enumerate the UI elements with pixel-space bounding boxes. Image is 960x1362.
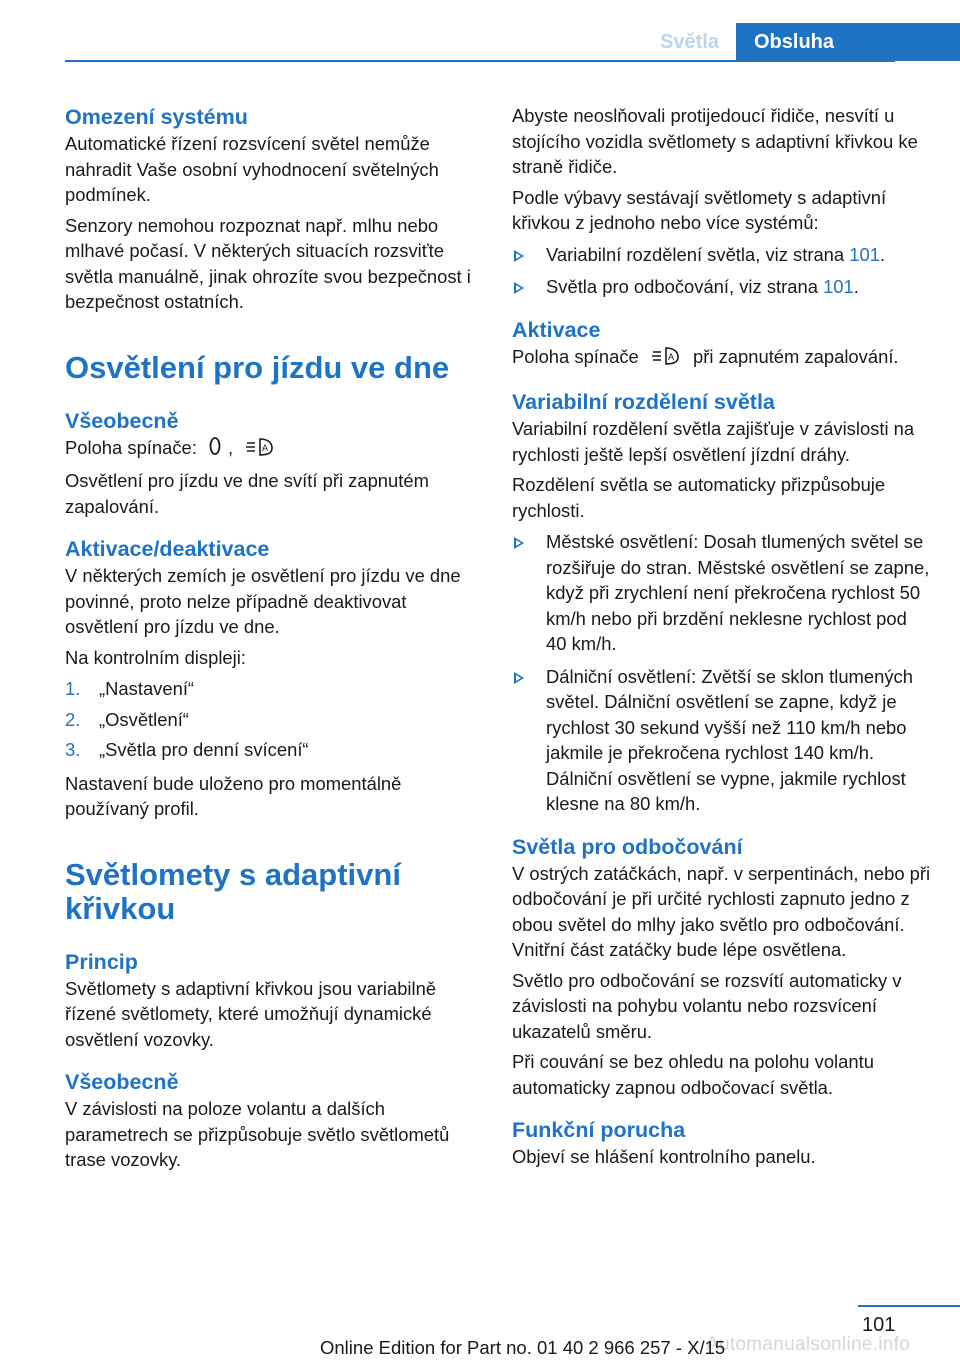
light-switch-auto-icon	[244, 435, 276, 464]
edition-line: Online Edition for Part no. 01 40 2 966 257 - X/15	[320, 1337, 726, 1358]
heading-daytime-lights: Osvětlení pro jízdu ve dne	[65, 349, 450, 385]
heading-activation-deactivation: Aktivace/deaktivace	[65, 537, 270, 561]
list-item: Světla pro odbočování, viz strana 101.	[512, 274, 932, 300]
modes-list	[512, 529, 932, 817]
list-item: Variabilní rozdělení světla, viz strana 101.	[512, 242, 932, 268]
header-tabs	[643, 23, 960, 61]
list-item: 2. „Osvětlení“	[65, 708, 189, 730]
svg-text:A: A	[262, 442, 269, 453]
paragraph: V ostrých zatáčkách, např. v serpentinách, nebo při odbočování je při určité rychlosti zapnuto jedno z obou světel do mlhy jako světlo pro odbočování. Vnitřní část zatáčky bude lépe osvětlena.	[512, 862, 931, 960]
paragraph: Abyste neoslňovali protijedoucí řidiče, nesvítí u stojícího vozidla světlomety s adaptivní křivkou ke straně řidiče.	[512, 105, 918, 177]
heading-malfunction: Funkční porucha	[512, 1118, 686, 1142]
paragraph: Senzory nemohou rozpoznat např. mlhu nebo mlhavé počasí. V některých situacích rozsviťte světla manuálně, jinak ohrozíte svou bezpečnost i bezpečnost ostatních.	[65, 214, 471, 312]
list-item: Dálniční osvětlení: Zvětší se sklon tlumených světel. Dálniční osvětlení se zapne, když je rychlost 30 sekund vyšší než 110 km/h nebo jakmile je překročena rychlost 140 km/h. Dálniční osvětlení se vypne, jakmile rychlost klesne na 80 km/h.	[512, 664, 932, 817]
heading-activation: Aktivace	[512, 317, 601, 342]
list-item: Městské osvětlení: Dosah tlumených světel se rozšiřuje do stran. Městské osvětlení se zapne, když při zrychlení není překročena rychlost 50 km/h nebo při brzdění neklesne rychlost pod 40 km/h.	[512, 529, 932, 657]
page-link[interactable]: 101	[849, 243, 880, 265]
heading-variable-light: Variabilní rozdělení světla	[512, 390, 775, 414]
heading-principle: Princip	[65, 949, 138, 974]
triangle-bullet-icon	[512, 529, 546, 657]
footer-rule	[858, 1305, 960, 1307]
light-switch-auto-icon	[650, 344, 682, 373]
paragraph: Nastavení bude uloženo pro momentálně používaný profil.	[65, 772, 402, 819]
paragraph: V závislosti na poloze volantu a dalších parametrech se přizpůsobuje světlo světlometů trase vozovky.	[65, 1098, 450, 1170]
steps-list	[65, 676, 477, 763]
list-item: 1. „Nastavení“	[65, 678, 195, 699]
triangle-bullet-icon	[512, 242, 546, 268]
paragraph: Na kontrolním displeji:	[65, 646, 246, 668]
page-link[interactable]: 101	[823, 276, 854, 297]
systems-list	[512, 242, 932, 300]
list-item: 3. „Světla pro denní svícení“	[65, 739, 309, 760]
paragraph: Světlomety s adaptivní křivkou jsou variabilně řízené světlomety, které umožňují dynamické osvětlení vozovky.	[65, 977, 437, 1050]
page-number: 101	[862, 1314, 896, 1336]
heading-general: Všeobecně	[65, 408, 179, 433]
right-column	[512, 103, 932, 1175]
switch-position-line: Poloha spínače: , A	[65, 435, 477, 464]
heading-turning-lights: Světla pro odbočování	[512, 834, 743, 859]
watermark: Automanualsonline.info	[706, 1334, 911, 1355]
heading-system-limits: Omezení systému	[65, 105, 248, 129]
header-rule	[65, 60, 895, 62]
paragraph: Rozdělení světla se automaticky přizpůsobuje rychlosti.	[512, 474, 886, 521]
light-switch-position-0-icon	[208, 435, 222, 464]
paragraph: Objeví se hlášení kontrolního panelu.	[512, 1146, 816, 1167]
paragraph: Při couvání se bez ohledu na polohu volantu automaticky zapnou odbočovací světla.	[512, 1051, 874, 1098]
heading-adaptive-headlights: Světlomety s adaptivní křivkou	[65, 856, 401, 926]
paragraph: Automatické řízení rozsvícení světel nemůže nahradit Vaše osobní vyhodnocení světelných podmínek.	[65, 133, 439, 205]
switch-position-line: Poloha spínače A při zapnutém zapalování.	[512, 344, 932, 373]
paragraph: Osvětlení pro jízdu ve dne svítí při zapnutém zapalování.	[65, 470, 429, 517]
paragraph: Světlo pro odbočování se rozsvítí automaticky v závislosti na pohybu volantu nebo rozsvícení ukazatelů směru.	[512, 969, 902, 1042]
tab-chapter[interactable]: Obsluha	[736, 23, 960, 61]
paragraph: Variabilní rozdělení světla zajišťuje v závislosti na rychlosti ještě lepší osvětlení jízdní dráhy.	[512, 418, 915, 465]
left-column	[65, 103, 477, 1178]
triangle-bullet-icon	[512, 274, 546, 300]
svg-text:A: A	[667, 351, 674, 362]
tab-section[interactable]: Světla	[643, 23, 736, 61]
heading-general-2: Všeobecně	[65, 1070, 179, 1094]
paragraph: Podle výbavy sestávají světlomety s adaptivní křivkou z jednoho nebo více systémů:	[512, 186, 887, 233]
triangle-bullet-icon	[512, 664, 546, 817]
paragraph: V některých zemích je osvětlení pro jízdu ve dne povinné, proto nelze případně deaktivovat osvětlení pro jízdu ve dne.	[65, 565, 461, 637]
